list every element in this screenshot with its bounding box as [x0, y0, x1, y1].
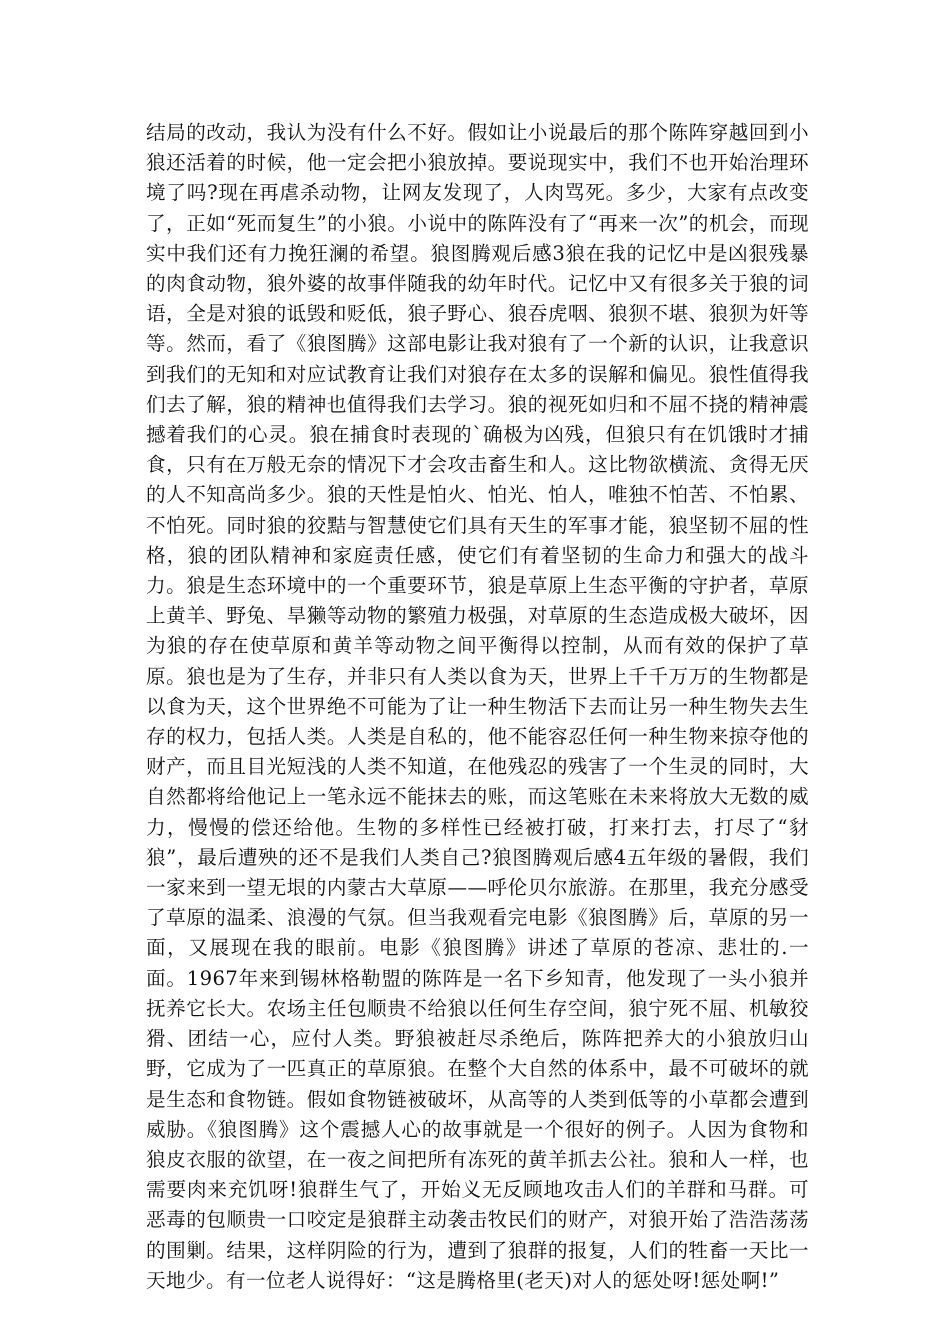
body-paragraph: 结局的改动，我认为没有什么不好。假如让小说最后的那个陈阵穿越回到小狼还活着的时候，他一定会把小狼放掉。要说现实中，我们不也开始治理环境了吗?现在再虐杀动物，让网友发现了，人肉骂死。多少，大家有点改变了，正如“死而复生”的小狼。小说中的陈阵没有了“再来一次”的机会，而现实中我们还有力挽狂澜的希望。狼图腾观后感3狼在我的记忆中是凶狠残暴的肉食动物，狼外婆的故事伴随我的幼年时代。记忆中又有很多关于狼的词语，全是对狼的诋毁和贬低，狼子野心、狼吞虎咽、狼狈不堪、狼狈为奸等等。然而，看了《狼图腾》这部电影让我对狼有了一个新的认识，让我意识到我们的无知和对应试教育让我们对狼存在太多的误解和偏见。狼性值得我们去了解，狼的精神也值得我们去学习。狼的视死如归和不屈不挠的精神震撼着我们的心灵。狼在捕食时表现的`确极为凶残，但狼只有在饥饿时才捕食，只有在万般无奈的情况下才会攻击畜生和人。这比物欲横流、贪得无厌的人不知高尚多少。狼的天性是怕火、怕光、怕人，唯独不怕苦、不怕累、不怕死。同时狼的狡黠与智慧使它们具有天生的军事才能，狼坚韧不屈的性格，狼的团队精神和家庭责任感，使它们有着坚韧的生命力和强大的战斗力。狼是生态环境中的一个重要环节，狼是草原上生态平衡的守护者，草原上黄羊、野兔、旱獭等动物的繁殖力极强，对草原的生态造成极大破坏，因为狼的存在使草原和黄羊等动物之间平衡得以控制，从而有效的保护了草原。狼也是为了生存，并非只有人类以食为天，世界上千千万万的生物都是以食为天，这个世界绝不可能为了让一种生物活下去而让另一种生物失去生存的权力，包括人类。人类是自私的，他不能容忍任何一种生物来掠夺他的财产，而且目光短浅的人类不知道，在他残忍的残害了一个生灵的同时，大自然都将给他记上一笔永远不能抹去的账，而这笔账在未来将放大无数的威力，慢慢的偿还给他。生物的多样性已经被打破，打来打去，打尽了“豺狼”，最后遭殃的还不是我们人类自己?狼图腾观后感4五年级的暑假，我们一家来到一望无垠的内蒙古大草原——呼伦贝尔旅游。在那里，我充分感受了草原的温柔、浪漫的气氛。但当我观看完电影《狼图腾》后，草原的另一面，又展现在我的眼前。电影《狼图腾》讲述了草原的苍凉、悲壮的.一面。1967年来到锡林格勒盟的陈阵是一名下乡知青，他发现了一头小狼并抚养它长大。农场主任包顺贵不给狼以任何生存空间，狼宁死不屈、机敏狡猾、团结一心，应付人类。野狼被赶尽杀绝后，陈阵把养大的小狼放归山野，它成为了一匹真正的草原狼。在整个大自然的体系中，最不可破坏的就是生态和食物链。假如食物链被破坏，从高等的人类到低等的小草都会遭到威胁。《狼图腾》这个震撼人心的故事就是一个很好的例子。人因为食物和狼皮衣服的欲望，在一夜之间把所有冻死的黄羊抓去公社。狼和人一样，也需要肉来充饥呀!狼群生气了，开始义无反顾地攻击人们的羊群和马群。可恶毒的包顺贵一口咬定是狼群主动袭击牧民们的财产，对狼开始了浩浩荡荡的围剿。结果，这样阴险的行为，遭到了狼群的报复，人们的牲畜一天比一天地少。有一位老人说得好：“这是腾格里(老天)对人的惩处呀!惩处啊!” [146, 121, 809, 1292]
